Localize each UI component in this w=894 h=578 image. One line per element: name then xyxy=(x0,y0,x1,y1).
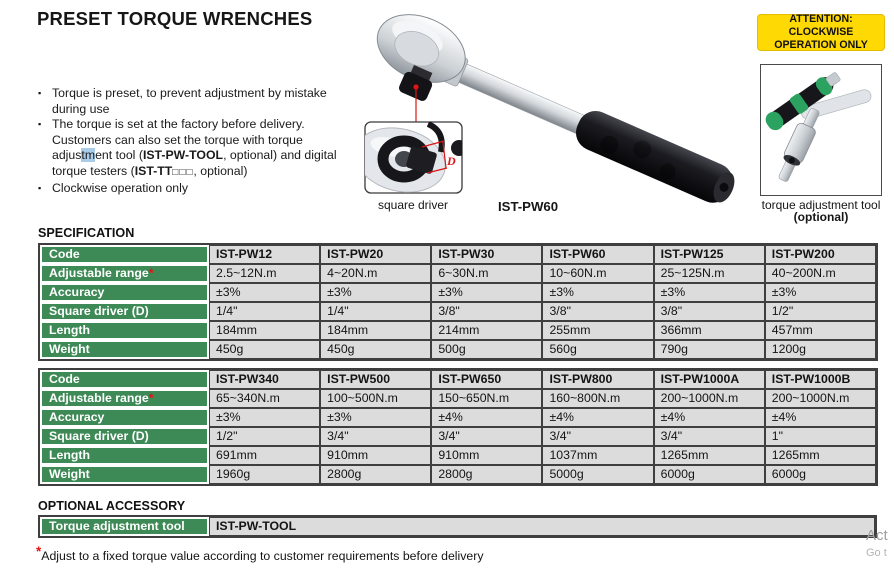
spec-row-label: Square driver (D) xyxy=(40,427,209,446)
spec-cell: IST-PW20 xyxy=(320,245,431,264)
spec-cell: 200~1000N.m xyxy=(765,389,876,408)
spec-cell: IST-PW200 xyxy=(765,245,876,264)
spec-cell: 3/8" xyxy=(542,302,653,321)
os-activation-watermark: Act Go t xyxy=(866,527,888,559)
spec-cell: ±4% xyxy=(542,408,653,427)
spec-cell: 450g xyxy=(320,340,431,359)
bullet-text: Torque is preset, to prevent adjustment by mistake during use xyxy=(52,86,327,116)
feature-list xyxy=(38,86,352,196)
red-asterisk: * xyxy=(36,544,42,559)
spec-cell: ±3% xyxy=(209,408,320,427)
spec-cell: 790g xyxy=(654,340,765,359)
spec-cell: 3/4" xyxy=(542,427,653,446)
spec-cell: ±3% xyxy=(320,283,431,302)
spec-cell: 1/2" xyxy=(209,427,320,446)
spec-row-code xyxy=(40,245,876,264)
accessory-label: Torque adjustment tool xyxy=(40,517,209,536)
spec-cell: 1/2" xyxy=(765,302,876,321)
spec-row-label: Length xyxy=(40,446,209,465)
spec-cell: ±3% xyxy=(320,408,431,427)
spec-cell: 160~800N.m xyxy=(542,389,653,408)
red-asterisk: * xyxy=(148,266,154,280)
spec-cell: 3/4" xyxy=(320,427,431,446)
spec-row-label: Length xyxy=(40,321,209,340)
spec-row-code xyxy=(40,370,876,389)
spec-row-accuracy xyxy=(40,283,876,302)
inset-caption: square driver xyxy=(377,198,449,212)
torque-adjustment-tool-photo xyxy=(761,65,881,195)
spec-cell: 184mm xyxy=(209,321,320,340)
spec-cell: 1960g xyxy=(209,465,320,484)
spec-cell: 184mm xyxy=(320,321,431,340)
footnote: *Adjust to a fixed torque value according to customer requirements before delivery xyxy=(36,544,484,563)
text-selection-highlight: tm xyxy=(81,148,96,163)
spec-cell: ±3% xyxy=(209,283,320,302)
spec-cell: 2.5~12N.m xyxy=(209,264,320,283)
spec-cell: 200~1000N.m xyxy=(654,389,765,408)
spec-cell: IST-PW60 xyxy=(542,245,653,264)
spec-row-accuracy xyxy=(40,408,876,427)
spec-row-weight xyxy=(40,465,876,484)
spec-cell: ±4% xyxy=(654,408,765,427)
spec-cell: 1037mm xyxy=(542,446,653,465)
spec-row-range xyxy=(40,264,876,283)
spec-cell: 450g xyxy=(209,340,320,359)
spec-cell: 910mm xyxy=(320,446,431,465)
spec-table-2 xyxy=(38,368,878,486)
spec-cell: IST-PW125 xyxy=(654,245,765,264)
spec-cell: 1265mm xyxy=(765,446,876,465)
spec-cell: IST-PW1000A xyxy=(654,370,765,389)
spec-cell: 1" xyxy=(765,427,876,446)
spec-cell: 2800g xyxy=(431,465,542,484)
spec-cell: IST-PW800 xyxy=(542,370,653,389)
spec-cell: 6000g xyxy=(765,465,876,484)
spec-cell: 3/4" xyxy=(654,427,765,446)
spec-row-weight xyxy=(40,340,876,359)
placeholder-boxes: □□□ xyxy=(172,166,194,178)
spec-row-range xyxy=(40,389,876,408)
spec-cell: ±3% xyxy=(654,283,765,302)
spec-cell: 150~650N.m xyxy=(431,389,542,408)
spec-cell: 6~30N.m xyxy=(431,264,542,283)
spec-cell: 691mm xyxy=(209,446,320,465)
spec-cell: 500g xyxy=(431,340,542,359)
spec-cell: ±3% xyxy=(542,283,653,302)
optional-accessory-heading: OPTIONAL ACCESSORY xyxy=(38,499,186,513)
spec-row-label: Adjustable range* xyxy=(40,389,209,408)
list-item xyxy=(38,117,352,180)
tool-photo-frame xyxy=(760,64,882,196)
spec-cell: IST-PW650 xyxy=(431,370,542,389)
spec-cell: 1/4" xyxy=(320,302,431,321)
spec-row-label: Adjustable range* xyxy=(40,264,209,283)
list-item xyxy=(38,181,352,197)
spec-cell: 40~200N.m xyxy=(765,264,876,283)
spec-cell: 65~340N.m xyxy=(209,389,320,408)
spec-cell: ±4% xyxy=(431,408,542,427)
accessory-value: IST-PW-TOOL xyxy=(209,517,875,536)
spec-cell: 255mm xyxy=(542,321,653,340)
spec-cell: 560g xyxy=(542,340,653,359)
spec-cell: 1265mm xyxy=(654,446,765,465)
spec-cell: 366mm xyxy=(654,321,765,340)
spec-cell: ±4% xyxy=(765,408,876,427)
spec-row-label: Code xyxy=(40,245,209,264)
spec-row-label: Code xyxy=(40,370,209,389)
tool-caption: torque adjustment tool xyxy=(761,198,881,212)
spec-cell: ±3% xyxy=(431,283,542,302)
bullet-text: The torque is set at the factory before delivery. Customers can also set the torque with torque adjustment tool (IST-PW-TOOL, optional) and digital torque testers (IST-TT□□□, optional) xyxy=(52,117,337,178)
spec-row-label: Accuracy xyxy=(40,283,209,302)
dimension-d-label: D xyxy=(447,154,456,168)
callout-dot xyxy=(413,84,418,89)
spec-cell: 1/4" xyxy=(209,302,320,321)
spec-cell: 100~500N.m xyxy=(320,389,431,408)
spec-table-1 xyxy=(38,243,878,361)
spec-cell: 3/4" xyxy=(431,427,542,446)
spec-cell: 1200g xyxy=(765,340,876,359)
accessory-table xyxy=(38,515,877,538)
model-label: IST-PW60 xyxy=(498,199,559,214)
spec-cell: IST-PW12 xyxy=(209,245,320,264)
spec-cell: 5000g xyxy=(542,465,653,484)
spec-cell: 3/8" xyxy=(654,302,765,321)
red-asterisk: * xyxy=(148,391,154,405)
spec-row-driver xyxy=(40,302,876,321)
bullet-square-icon: ▪ xyxy=(38,182,42,193)
spec-cell: 910mm xyxy=(431,446,542,465)
spec-row-label: Weight xyxy=(40,465,209,484)
specification-heading: SPECIFICATION xyxy=(38,226,135,240)
list-item xyxy=(38,86,352,117)
spec-cell: 3/8" xyxy=(431,302,542,321)
spec-cell: 4~20N.m xyxy=(320,264,431,283)
spec-cell: IST-PW500 xyxy=(320,370,431,389)
spec-cell: 10~60N.m xyxy=(542,264,653,283)
page-title: PRESET TORQUE WRENCHES xyxy=(37,8,313,29)
bullet-text: Clockwise operation only xyxy=(52,180,189,195)
spec-row-label: Square driver (D) xyxy=(40,302,209,321)
spec-cell: ±3% xyxy=(765,283,876,302)
spec-row-label: Accuracy xyxy=(40,408,209,427)
bullet-square-icon: ▪ xyxy=(38,88,42,98)
accessory-row xyxy=(40,517,875,536)
bullet-square-icon: ▪ xyxy=(38,119,42,130)
spec-cell: 457mm xyxy=(765,321,876,340)
spec-row-length xyxy=(40,446,876,465)
spec-row-driver xyxy=(40,427,876,446)
spec-cell: 214mm xyxy=(431,321,542,340)
spec-cell: IST-PW30 xyxy=(431,245,542,264)
spec-cell: 2800g xyxy=(320,465,431,484)
tool-caption-optional: (optional) xyxy=(793,210,849,224)
spec-row-length xyxy=(40,321,876,340)
torque-wrench-photo xyxy=(352,8,744,215)
spec-row-label: Weight xyxy=(40,340,209,359)
spec-cell: 6000g xyxy=(654,465,765,484)
spec-cell: IST-PW1000B xyxy=(765,370,876,389)
attention-badge: ATTENTION: CLOCKWISE OPERATION ONLY xyxy=(757,14,885,51)
spec-cell: 25~125N.m xyxy=(654,264,765,283)
spec-cell: IST-PW340 xyxy=(209,370,320,389)
